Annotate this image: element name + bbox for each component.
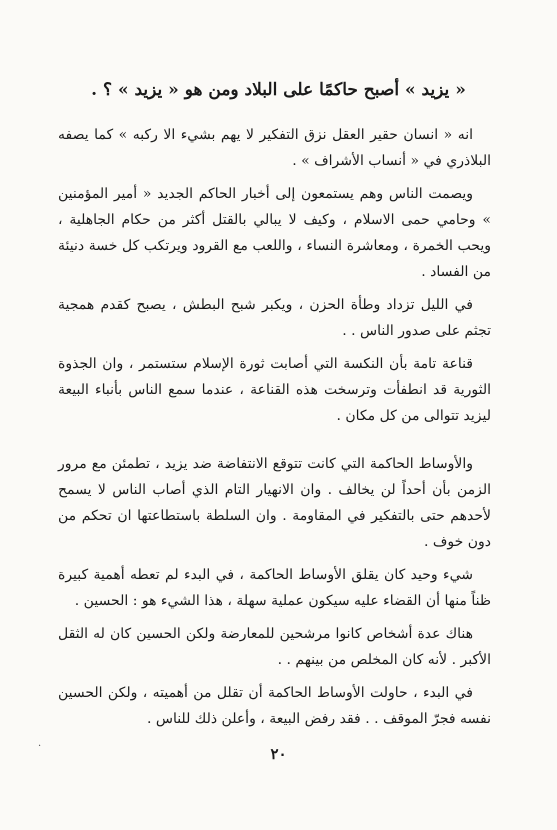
paragraph-5: والأوساط الحاكمة التي كانت تتوقع الانتفاضة ضد يزيد ، تطمئن مع مرور الزمن بأن أحداً لن يخالف . وان الانهيار التام الذي أصاب الناس لا يسمح لأحدهم حتى بالتفكير في المقاومة . وان السلطة باستطاعتها ان تحكم من دون خوف . — [58, 456, 491, 550]
paragraph-8: في البدء ، حاولت الأوساط الحاكمة أن تقلل من أهميته ، ولكن الحسين نفسه فجرّ الموقف . . فقد رفض البيعة ، وأعلن ذلك للناس . — [58, 685, 491, 727]
paragraph-7: هناك عدة أشخاص كانوا مرشحين للمعارضة ولكن الحسين كان له الثقل الأكبر . لأنه كان المخلص من بينهم . . — [58, 626, 491, 668]
chapter-heading: « يزيد » أصبح حاكمًا على البلاد ومن هو « يزيد » ؟ . — [91, 80, 466, 100]
paragraph-4: قناعة تامة بأن النكسة التي أصابت ثورة الإسلام ستستمر ، وان الجذوة الثورية قد انطفأت وترسخت هذه القناعة ، عندما سمع الناس بأنباء البيعة ليزيد تتوالى من كل مكان . — [58, 356, 491, 424]
scan-speck-mark: · — [38, 741, 42, 752]
paragraph-3: في الليل تزداد وطأة الحزن ، ويكبر شبح البطش ، يصبح كقدم همجية تجثم على صدور الناس . . — [58, 297, 491, 339]
paragraph-1: انه « انسان حقير العقل نزق التفكير لا يهم بشيء الا ركبه » كما يصفه البلاذري في « أنساب الأشراف » . — [58, 127, 491, 169]
paragraph-2: ويصمت الناس وهم يستمعون إلى أخبار الحاكم الجديد « أمير المؤمنين » وحامي حمى الاسلام ، وكيف لا يبالي بالقتل أكثر من حكام الجاهلية ، ويحب الخمرة ، ومعاشرة النساء ، واللعب مع القرود ويرتكب كل خسة دنيئة من الفساد . — [58, 186, 491, 280]
page-body — [58, 122, 491, 739]
page-number: ٢٠ — [270, 745, 287, 763]
paragraph-6: شيء وحيد كان يقلق الأوساط الحاكمة ، في البدء لم تعطه أهمية كبيرة ظناً منها أن القضاء عليه سيكون عملية سهلة ، هذا الشيء هو : الحسين . — [58, 567, 491, 609]
